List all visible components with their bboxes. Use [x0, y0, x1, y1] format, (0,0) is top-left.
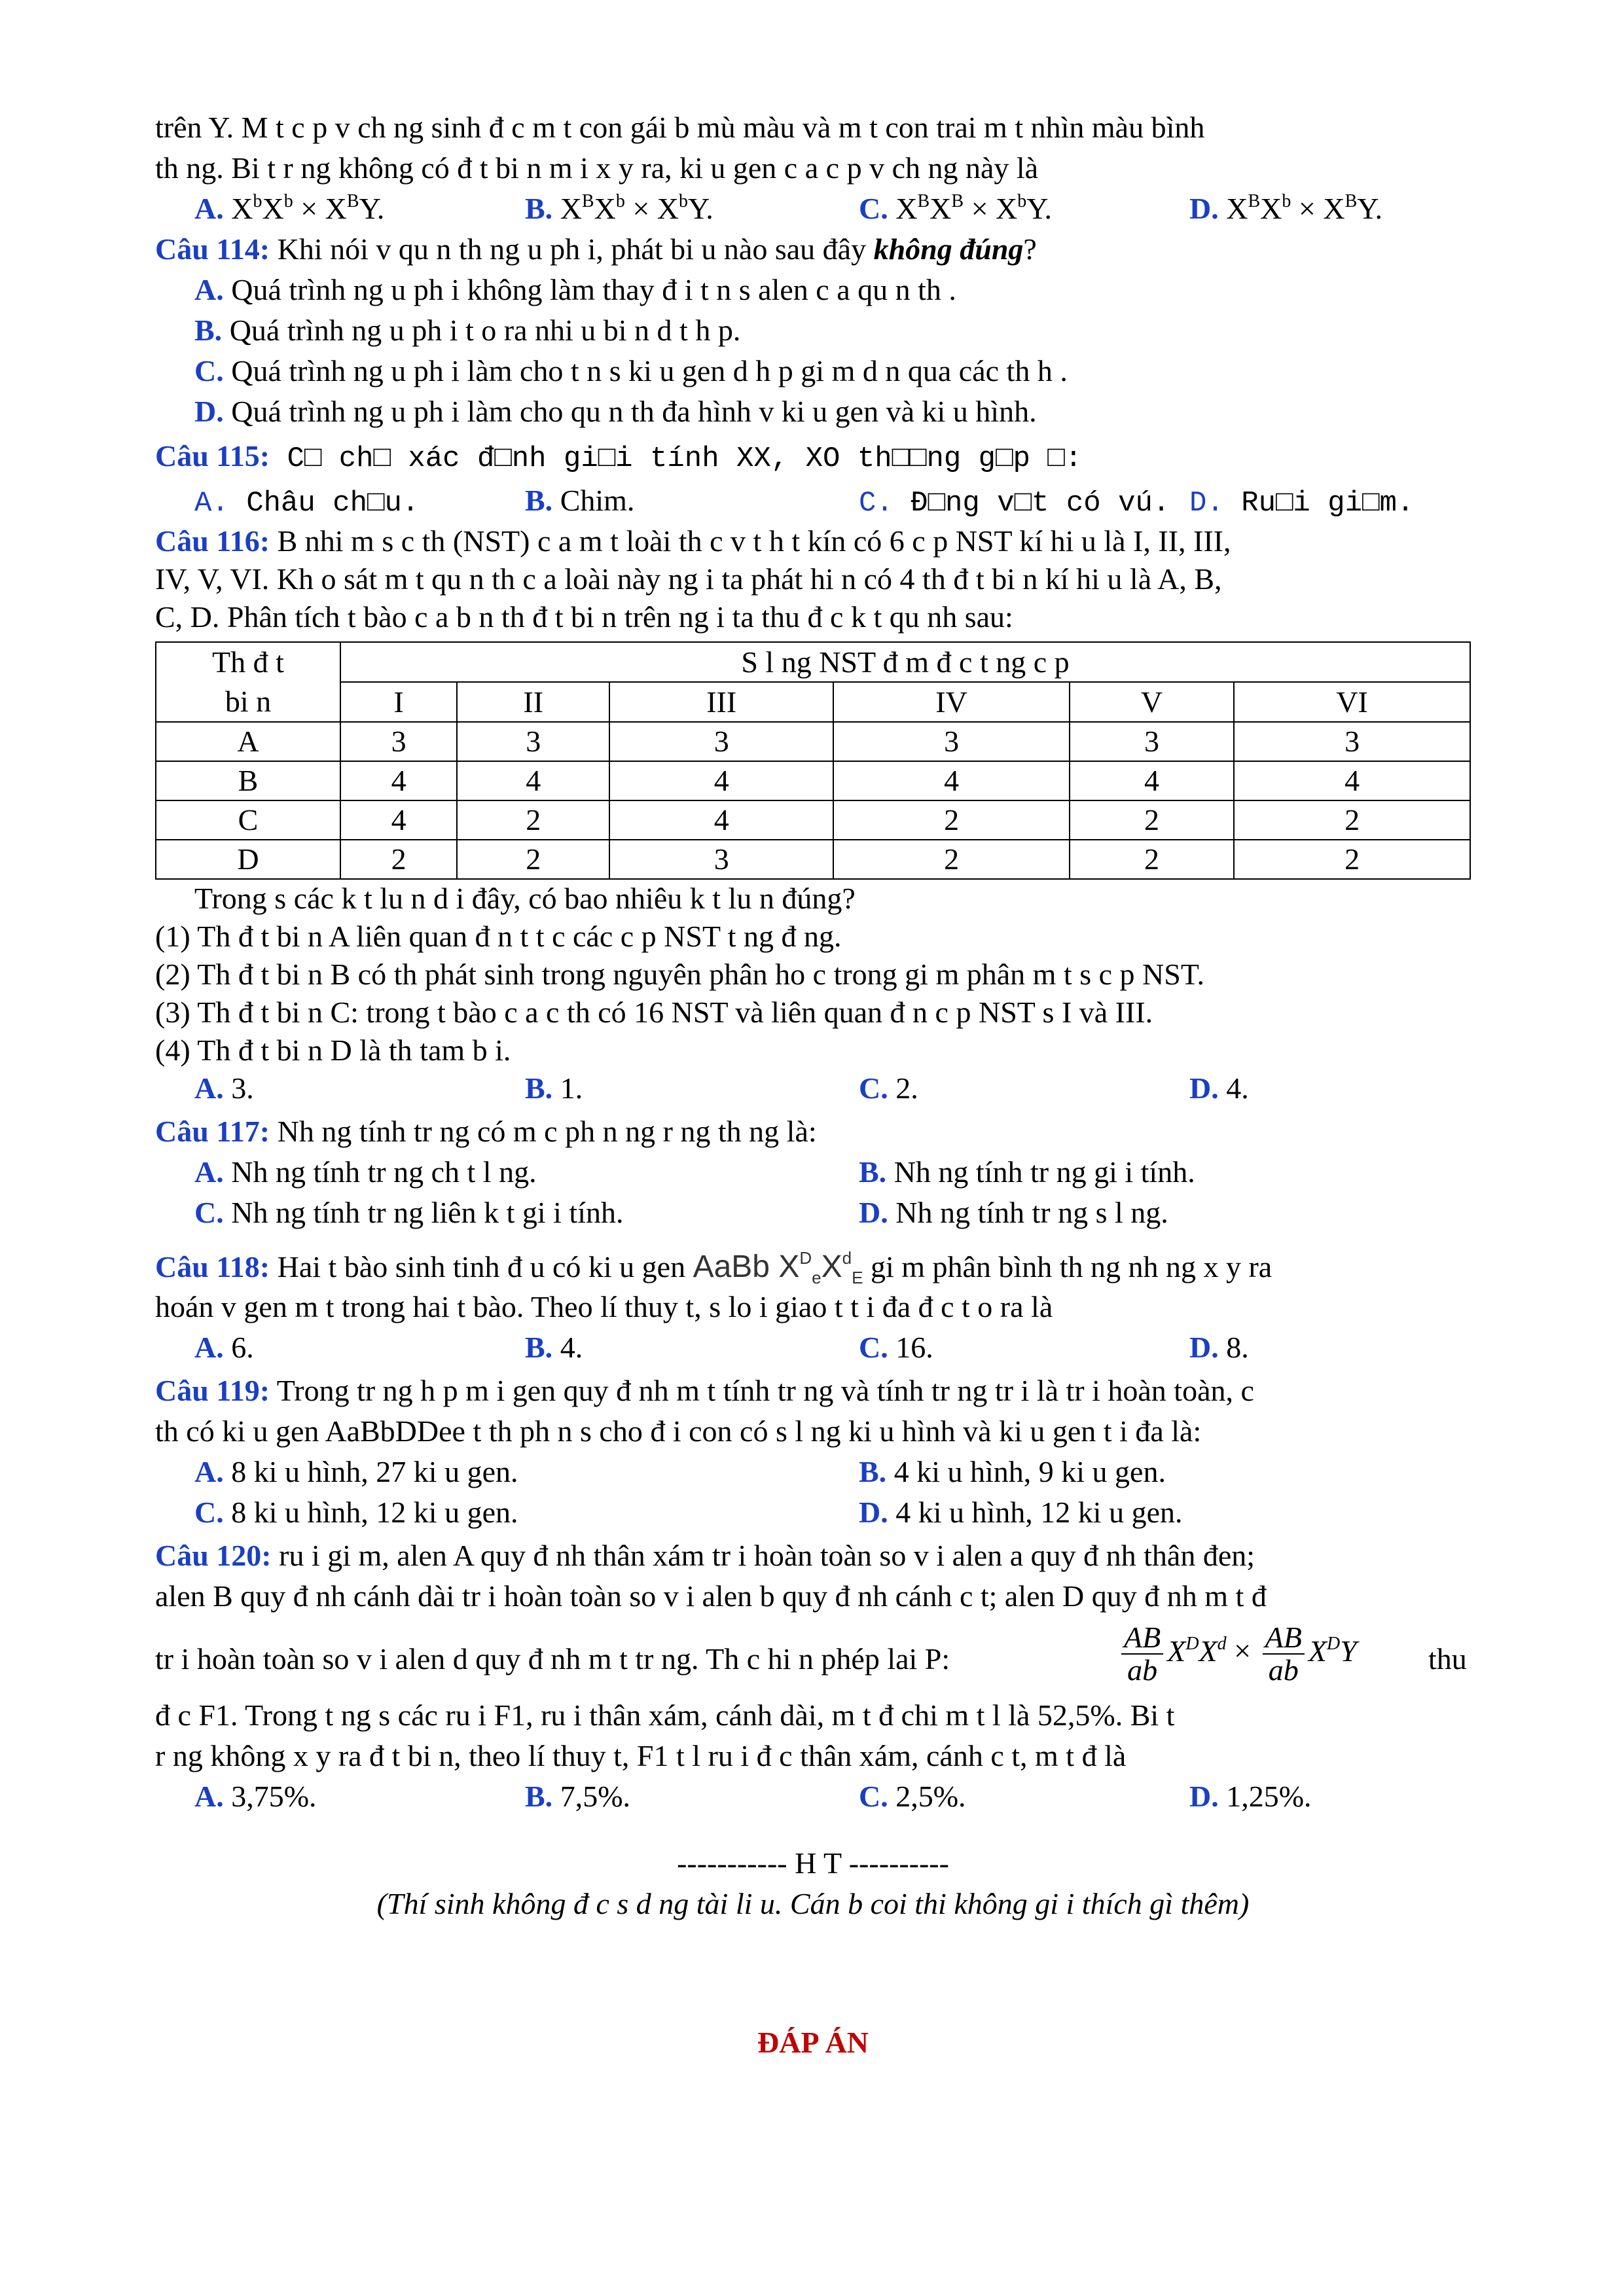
q116-line-2: IV, V, VI. Kh o sát m t qu n th c a loài này ng i ta phát hi n có 4 th đ t bi n kí hi u là A, B, [155, 562, 1222, 596]
q115-option-a: A. Châu ch□u. [194, 487, 420, 520]
question-114: Câu 114: Khi nói v qu n th ng u ph i, phát bi u nào sau đây không đúng? [155, 232, 1037, 266]
q119-line-2: th có ki u gen AaBbDDee t th ph n s cho đ i con có s l ng ki u hình và ki u gen t i đa là: [155, 1414, 1202, 1448]
q116-prompt: Trong s các k t lu n d i đây, có bao nhiêu k t lu n đúng? [194, 882, 856, 915]
q119-options-row-1: A. 8 ki u hình, 27 ki u gen. B. 4 ki u hình, 9 ki u gen. [194, 1455, 1166, 1488]
question-120: Câu 120: ru i gi m, alen A quy đ nh thân xám tr i hoàn toàn so v i alen a quy đ nh thân đen; [155, 1539, 1255, 1572]
q114-option-a: A. Quá trình ng u ph i không làm thay đ i t n s alen c a qu n th . [194, 273, 956, 306]
col-header: VI [1234, 682, 1470, 722]
question-118: Câu 118: Hai t bào sinh tinh đ u có ki u gen AaBb $X^D_eX^d_E$ gi m phân bình th ng nh ng x y ra [155, 1248, 1272, 1287]
q115-options [155, 486, 1471, 526]
question-119: Câu 119: Trong tr ng h p m i gen quy đ nh m t tính tr ng và tính tr ng tr i là tr i hoàn toàn, c [155, 1374, 1254, 1407]
q118-line-2: hoán v gen m t trong hai t bào. Theo lí thuy t, s lo i giao t t i đa đ c t o ra là [155, 1290, 1053, 1323]
intro-line-2: th ng. Bi t r ng không có đ t bi n m i x y ra, ki u gen c a c p v ch ng này là [155, 151, 1039, 185]
end-marker: ----------- H T ---------- [677, 1846, 949, 1880]
col-header: II [457, 682, 609, 722]
q116-options: A. 3. B. 1. C. 2. D. 4. [194, 1071, 1249, 1105]
col-header: IV [833, 682, 1070, 722]
intro-option-d: D. $X^BX^b \times X^BY$. [1189, 191, 1383, 225]
q120-line-5: r ng không x y ra đ t bi n, theo lí thuy t, F1 t l ru i đ c thân xám, cánh c t, m t đ là [155, 1739, 1127, 1772]
footer-note: (Thí sinh không đ c s d ng tài li u. Cán b coi thi không gi i thích gì thêm) [376, 1887, 1250, 1920]
q117-options-row-2: C. Nh ng tính tr ng liên k t gi i tính. D. Nh ng tính tr ng s l ng. [194, 1196, 1168, 1229]
table-head-mutant: Th đ t bi n [156, 642, 340, 722]
q120-line-2: alen B quy đ nh cánh dài tr i hoàn toàn so v i alen b quy đ nh cánh c t; alen D quy đ nh m t đ [155, 1579, 1267, 1613]
genotype-image-text: AaBb $X^D_eX^d_E$ [693, 1248, 863, 1287]
cross-formula: $\frac{AB}{ab}$ $X^DX^d$ × $\frac{AB}{ab}$ $X^DY$ [1117, 1622, 1357, 1686]
question-117: Câu 117: Nh ng tính tr ng có m c ph n ng r ng th ng là: [155, 1115, 817, 1148]
table-row: A 3 3 3 3 3 3 [156, 722, 1470, 761]
q114-option-d: D. Quá trình ng u ph i làm cho qu n th đa hình v ki u gen và ki u hình. [194, 395, 1037, 428]
intro-options [155, 191, 1471, 234]
answer-title: ĐÁP ÁN [757, 2026, 869, 2059]
table-row: C 4 2 4 2 2 2 [156, 800, 1470, 840]
intro-line-1: trên Y. M t c p v ch ng sinh đ c m t con gái b mù màu và m t con trai m t nhìn màu bình [155, 111, 1205, 144]
col-header: III [609, 682, 833, 722]
q117-options-row-1: A. Nh ng tính tr ng ch t l ng. B. Nh ng tính tr ng gi i tính. [194, 1155, 1195, 1189]
intro-option-a: A. $X^bX^b \times X^BY$. [194, 191, 385, 225]
q114-option-c: C. Quá trình ng u ph i làm cho t n s ki u gen d h p gi m d n qua các th h . [194, 354, 1068, 387]
question-116: Câu 116: B nhi m s c th (NST) c a m t loài th c v t h t kín có 6 c p NST kí hi u là I, II, III, [155, 524, 1231, 558]
q118-options: A. 6. B. 4. C. 16. D. 8. [194, 1331, 1249, 1364]
q116-statement-2: (2) Th đ t bi n B có th phát sinh trong nguyên phân ho c trong gi m phân m t s c p NST. [155, 958, 1205, 991]
q116-statement-3: (3) Th đ t bi n C: trong t bào c a c th có 16 NST và liên quan đ n c p NST s I và III. [155, 996, 1153, 1029]
exam-page [155, 113, 1471, 2058]
q116-statement-1: (1) Th đ t bi n A liên quan đ n t t c các c p NST t ng đ ng. [155, 920, 842, 953]
q120-line-3: tr i hoàn toàn so v i alen d quy đ nh m t tr ng. Th c hi n phép lai P: $\frac{AB}{ab}$ $X^DX^d$ × $\frac{AB}{ab}$ $X^DY$ thu [155, 1621, 1467, 1687]
col-header: V [1070, 682, 1234, 722]
table-head-span: S l ng NST đ m đ c t ng c p [340, 642, 1470, 682]
q116-line-3: C, D. Phân tích t bào c a b n th đ t bi n trên ng i ta thu đ c k t qu nh sau: [155, 600, 1013, 634]
col-header: I [340, 682, 457, 722]
intro-option-c: C. $X^BX^B \times X^bY$. [859, 191, 1053, 225]
table-row: B 4 4 4 4 4 4 [156, 761, 1470, 800]
q115-option-b: B. Chim. [525, 484, 635, 517]
table-col-headers [156, 682, 1470, 722]
q116-statement-4: (4) Th đ t bi n D là th tam b i. [155, 1033, 511, 1067]
q114-option-b: B. Quá trình ng u ph i t o ra nhi u bi n d t h p. [194, 314, 741, 347]
table-row: D 2 2 3 2 2 2 [156, 840, 1470, 879]
question-115: Câu 115: C□ ch□ xác đ□nh gi□i tính XX, XO th□□ng g□p □: [155, 439, 1083, 475]
q115-option-c: C. Đ□ng v□t có vú. [859, 487, 1170, 520]
intro-option-b: B. $X^BX^b \times X^bY$. [525, 191, 713, 225]
q120-line-4: đ c F1. Trong t ng s các ru i F1, ru i thân xám, cánh dài, m t đ chi m t l là 52,5%. Bi t [155, 1698, 1175, 1732]
mutation-table [155, 641, 1471, 880]
q120-options: A. 3,75%. B. 7,5%. C. 2,5%. D. 1,25%. [194, 1780, 1312, 1813]
q119-options-row-2: C. 8 ki u hình, 12 ki u gen. D. 4 ki u hình, 12 ki u gen. [194, 1496, 1183, 1529]
q115-option-d: D. Ru□i gi□m. [1189, 487, 1415, 520]
